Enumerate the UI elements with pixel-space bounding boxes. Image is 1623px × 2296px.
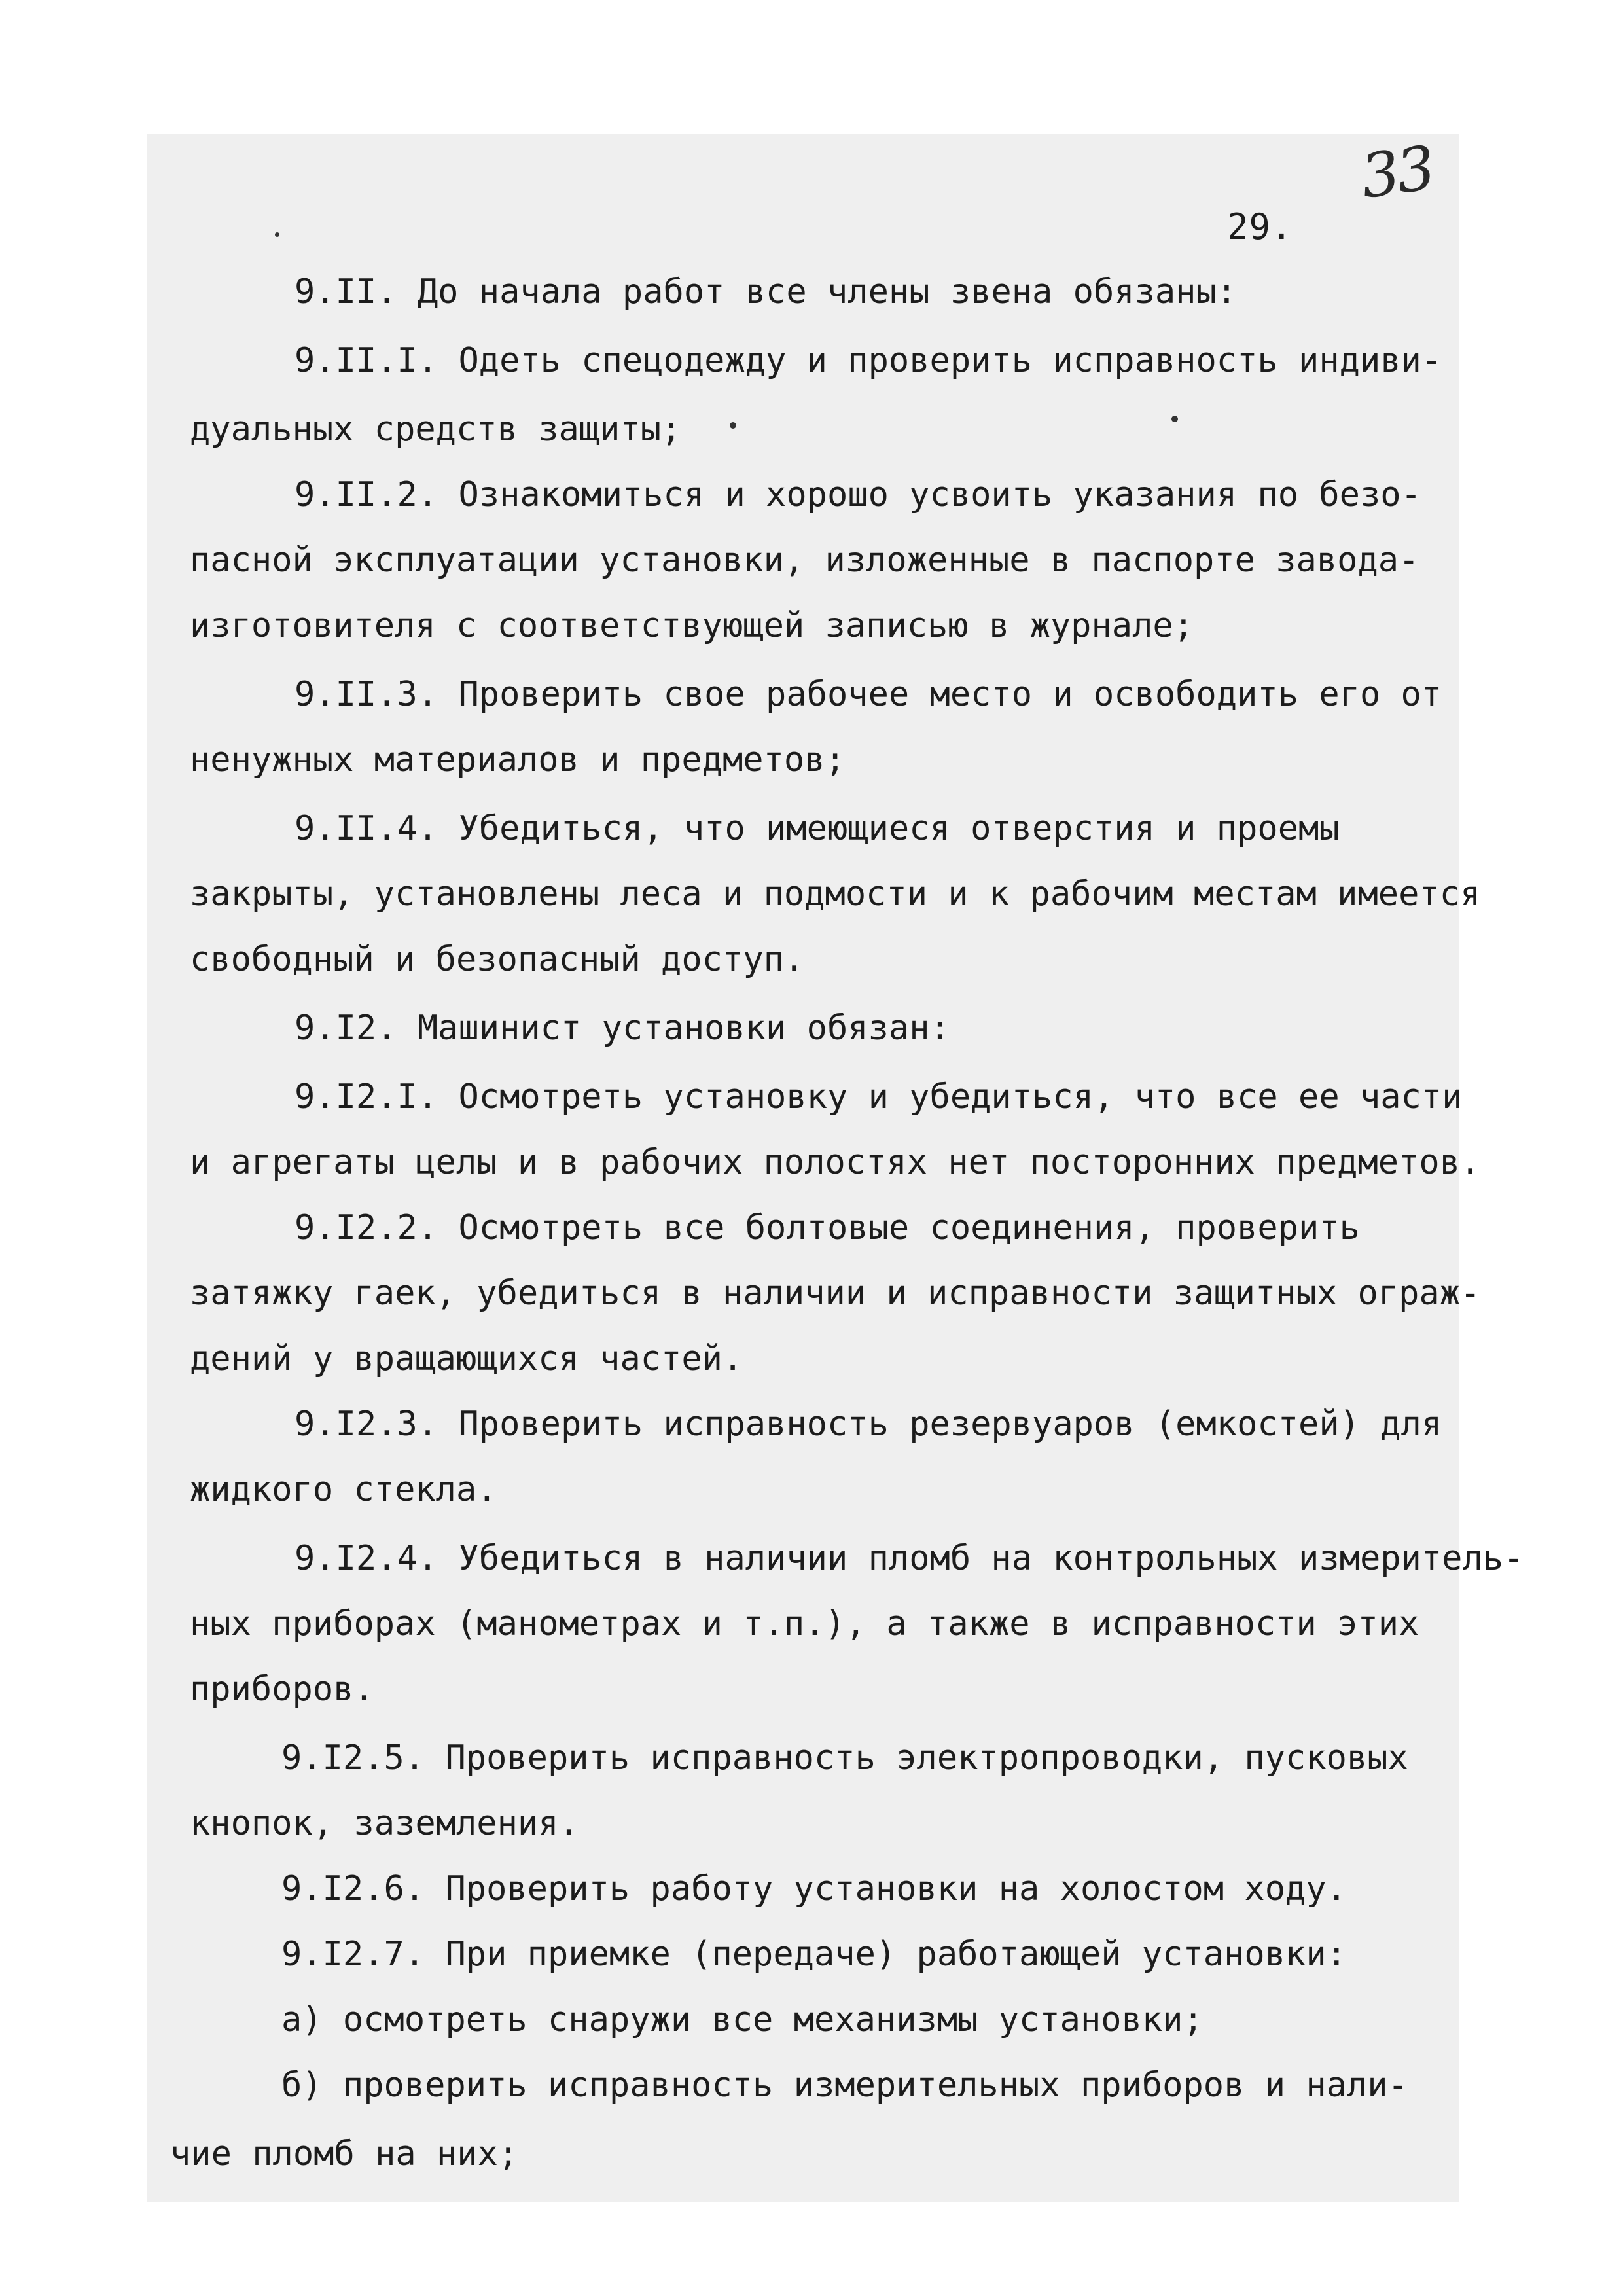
text-line: жидкого стекла. — [190, 1470, 497, 1509]
text-line: 9.I2.5. Проверить исправность электропроводки, пусковых — [281, 1738, 1408, 1778]
handwritten-folio-number: 33 — [1357, 132, 1437, 213]
page-number: 29. — [1227, 206, 1293, 247]
text-line: свободный и безопасный доступ. — [190, 940, 805, 979]
text-line: 9.I2. Машинист установки обязан: — [294, 1009, 950, 1048]
text-line: 9.I2.I. Осмотреть установку и убедиться, что все ее части — [294, 1077, 1463, 1117]
text-line: б) проверить исправность измерительных приборов и нали- — [281, 2066, 1408, 2105]
text-line: изготовителя с соответствующей записью в журнале; — [190, 606, 1194, 645]
text-line: ных приборах (манометрах и т.п.), а также в исправности этих — [190, 1604, 1419, 1643]
text-line: 9.I2.2. Осмотреть все болтовые соединения, проверить — [294, 1208, 1360, 1247]
scan-speck — [1171, 416, 1178, 422]
text-line: 9.II.4. Убедиться, что имеющиеся отверстия и проемы — [294, 809, 1340, 848]
text-line: ненужных материалов и предметов; — [190, 740, 846, 780]
text-line: чие пломб на них; — [170, 2134, 519, 2174]
text-line: 9.I2.3. Проверить исправность резервуаров (емкостей) для — [294, 1405, 1442, 1444]
text-line: 9.II.3. Проверить свое рабочее место и освободить его от — [294, 675, 1442, 714]
text-line: 9.I2.6. Проверить работу установки на холостом ходу. — [281, 1869, 1347, 1909]
text-line: пасной эксплуатации установки, изложенные в паспорте завода- — [190, 541, 1419, 580]
text-line: 9.I2.7. При приемке (передаче) работающей установки: — [281, 1935, 1347, 1974]
text-line: кнопок, заземления. — [190, 1804, 579, 1843]
scan-speck — [730, 422, 736, 429]
text-line: а) осмотреть снаружи все механизмы установки; — [281, 2000, 1204, 2039]
text-line: 9.II.2. Ознакомиться и хорошо усвоить указания по безо- — [294, 475, 1421, 514]
text-line: дуальных средств защиты; — [190, 410, 682, 449]
text-line: и агрегаты целы и в рабочих полостях нет посторонних предметов. — [190, 1143, 1481, 1182]
text-line: затяжку гаек, убедиться в наличии и исправности защитных ограж- — [190, 1274, 1481, 1313]
text-line: 9.II. До начала работ все члены звена обязаны: — [294, 272, 1238, 312]
text-line: закрыты, установлены леса и подмости и к рабочим местам имеется — [190, 874, 1481, 914]
text-line: 9.II.I. Одеть спецодежду и проверить исправность индиви- — [294, 341, 1442, 380]
text-line: 9.I2.4. Убедиться в наличии пломб на контрольных измеритель- — [294, 1539, 1524, 1578]
text-line: дений у вращающихся частей. — [190, 1339, 743, 1378]
scan-speck — [275, 232, 279, 237]
text-line: приборов. — [190, 1670, 374, 1709]
